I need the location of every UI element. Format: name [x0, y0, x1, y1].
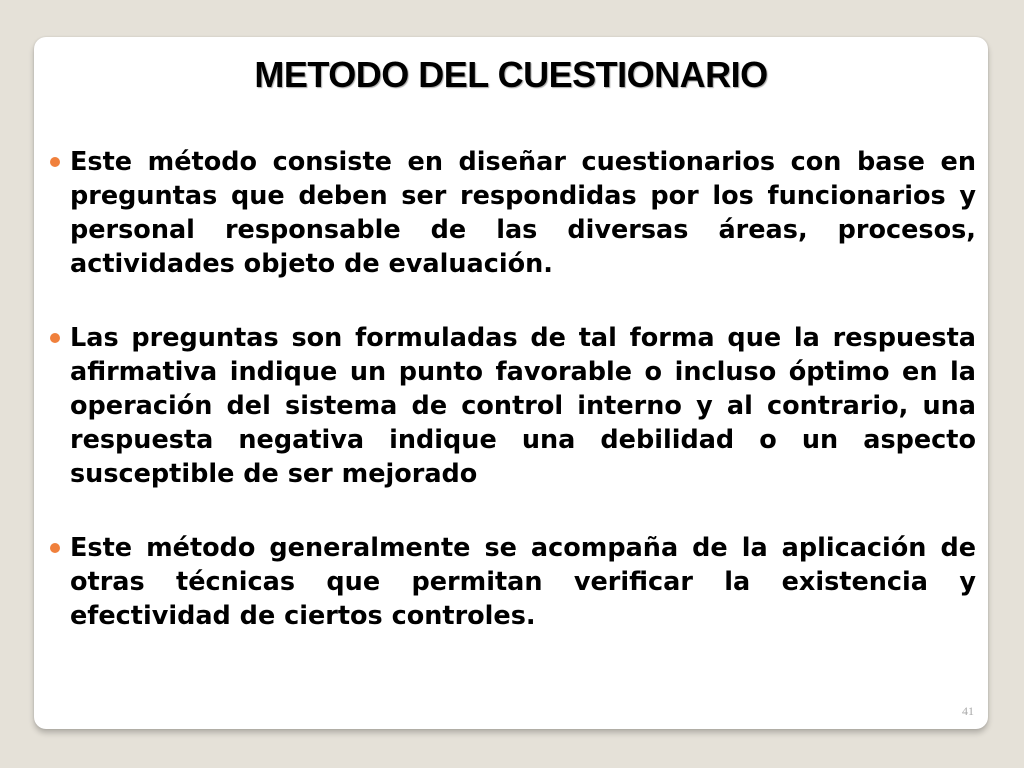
bullet-item: [70, 531, 976, 633]
bullet-item: [70, 321, 976, 491]
slide-title: METODO DEL CUESTIONARIO: [254, 54, 768, 95]
bullet-text: Este método consiste en diseñar cuestionarios con base en preguntas que deben ser respondidas por los funcionarios y personal responsable de las diversas áreas, procesos, actividades objeto de evaluación.: [70, 147, 976, 279]
bullet-dot-icon: [50, 333, 60, 343]
bullet-list: [70, 145, 976, 633]
bullet-text: Las preguntas son formuladas de tal forma que la respuesta afirmativa indique un punto favorable o incluso óptimo en la operación del sistema de control interno y al contrario, una respuesta negativa indique una debilidad o un aspecto susceptible de ser mejorado: [70, 323, 976, 489]
page-number: 41: [962, 704, 974, 718]
bullet-item: [70, 145, 976, 281]
slide: [34, 37, 988, 729]
bullet-text: Este método generalmente se acompaña de la aplicación de otras técnicas que permitan verificar la existencia y efectividad de ciertos controles.: [70, 533, 976, 631]
bullet-dot-icon: [50, 157, 60, 167]
bullet-dot-icon: [50, 543, 60, 553]
